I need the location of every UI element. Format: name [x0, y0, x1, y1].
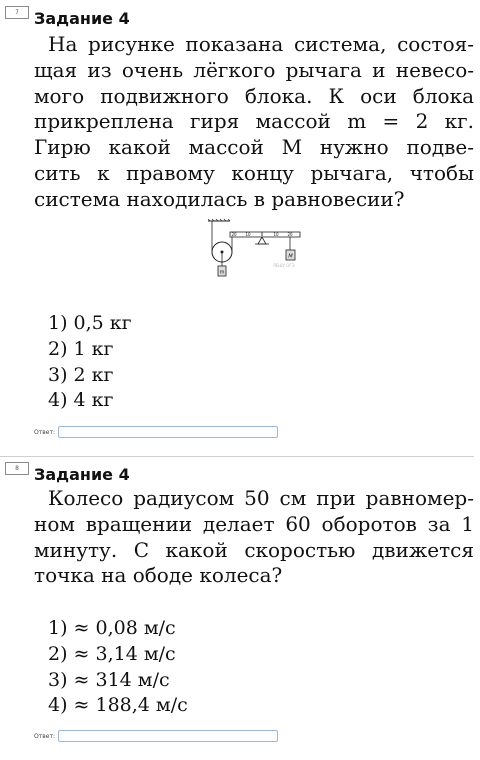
- task-title: Задание 4: [34, 465, 130, 484]
- task-divider: [0, 456, 474, 457]
- lever-mark: 0: [260, 232, 264, 237]
- weight-m-label: m: [219, 269, 225, 276]
- lever-mark: 10: [245, 232, 251, 237]
- option: 3) 2 кг: [48, 363, 114, 386]
- lever-mark: 20: [287, 232, 293, 237]
- lever-pulley-figure: [200, 218, 306, 282]
- lever-mark: 10: [273, 232, 279, 237]
- task-number-badge: 7: [5, 6, 29, 19]
- text-line: точка на ободе колеса?: [34, 563, 283, 588]
- text-line: Гирю какой массой M нужно подве-: [34, 135, 474, 160]
- lever-mark: 20: [231, 232, 237, 237]
- answer-options: [48, 616, 188, 719]
- answer-input[interactable]: [58, 730, 278, 742]
- answer-row: [34, 426, 278, 438]
- text-line: ном вращении делает 60 оборотов за 1: [34, 511, 474, 536]
- option: 4) ≈ 188,4 м/с: [48, 694, 188, 717]
- task-title: Задание 4: [34, 9, 130, 28]
- answer-options: [48, 311, 132, 414]
- text-line: Колесо радиусом 50 см при равномер-: [48, 486, 474, 510]
- option: 1) 0,5 кг: [48, 312, 132, 334]
- task-text: [34, 32, 474, 213]
- option: 2) 1 кг: [48, 337, 114, 360]
- text-line: щая из очень лёгкого рычага и невесо-: [34, 57, 474, 82]
- text-line: система находилась в равновесии?: [34, 186, 405, 211]
- answer-input[interactable]: [58, 426, 278, 438]
- option: 2) ≈ 3,14 м/с: [48, 642, 176, 665]
- text-line: На рисунке показана система, состоя-: [48, 32, 474, 56]
- text-line: мого подвижного блока. К оси блока: [34, 83, 474, 108]
- option: 3) ≈ 314 м/с: [48, 668, 170, 691]
- text-line: сить к правому концу рычага, чтобы: [34, 160, 474, 185]
- text-line: минуту. С какой скоростью движется: [34, 537, 474, 562]
- option: 4) 4 кг: [48, 389, 114, 412]
- weight-M-label: M: [288, 253, 293, 260]
- answer-row: [34, 730, 278, 742]
- option: 1) ≈ 0,08 м/с: [48, 617, 176, 639]
- task-text: [34, 486, 474, 589]
- fulcrum: [258, 237, 266, 244]
- answer-label: Ответ:: [34, 428, 55, 436]
- watermark: РЕШУ ОГЭ: [273, 263, 295, 268]
- task-number-badge: 8: [5, 462, 29, 475]
- text-line: прикреплена гиря массой m = 2 кг.: [34, 109, 474, 134]
- answer-label: Ответ:: [34, 732, 55, 740]
